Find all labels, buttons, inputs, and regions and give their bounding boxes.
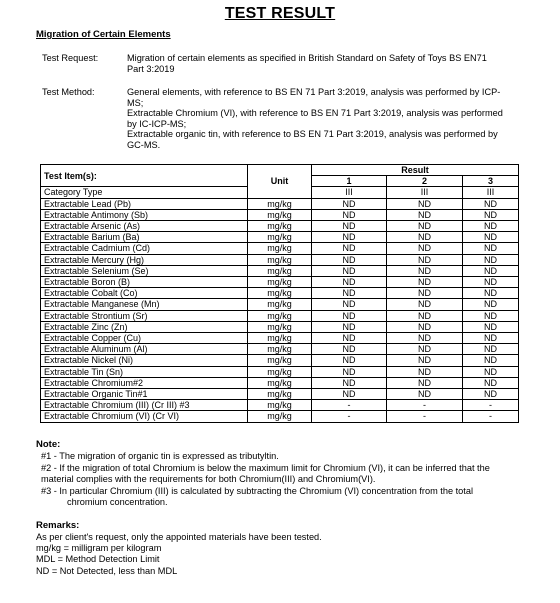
result-2-cell: - bbox=[387, 400, 463, 411]
test-item-cell: Extractable Organic Tin#1 bbox=[41, 389, 248, 400]
category-value-3: III bbox=[463, 187, 519, 198]
result-2-cell: - bbox=[387, 411, 463, 422]
test-method-line: MS; bbox=[127, 97, 144, 108]
unit-cell: mg/kg bbox=[248, 288, 312, 299]
category-value-1: III bbox=[312, 187, 387, 198]
result-2-cell: ND bbox=[387, 389, 463, 400]
remark-line: ND = Not Detected, less than MDL bbox=[36, 565, 178, 576]
category-label: Category Type bbox=[41, 187, 248, 198]
result-2-cell: ND bbox=[387, 299, 463, 310]
result-2-cell: ND bbox=[387, 254, 463, 265]
header-unit: Unit bbox=[248, 165, 312, 199]
test-request-line: Migration of certain elements as specified in British Standard on Safety of Toys BS EN71 bbox=[127, 53, 487, 63]
test-method-text bbox=[127, 87, 532, 151]
test-method-line: by IC-ICP-MS; bbox=[127, 118, 187, 129]
result-2-cell: ND bbox=[387, 355, 463, 366]
table-row bbox=[41, 400, 519, 411]
result-3-cell: ND bbox=[463, 299, 519, 310]
table-row bbox=[41, 254, 519, 265]
result-2-cell: ND bbox=[387, 288, 463, 299]
result-2-cell: ND bbox=[387, 321, 463, 332]
unit-cell: mg/kg bbox=[248, 321, 312, 332]
test-item-cell: Extractable Aluminum (Al) bbox=[41, 344, 248, 355]
table-row bbox=[41, 198, 519, 209]
result-3-cell: ND bbox=[463, 366, 519, 377]
result-1-cell: ND bbox=[312, 209, 387, 220]
section-title: Migration of Certain Elements bbox=[36, 29, 171, 40]
result-col-2: 2 bbox=[387, 176, 463, 187]
remarks-heading: Remarks: bbox=[36, 520, 80, 531]
test-method-line: General elements, with reference to BS EN 71 Part 3:2019, analysis was performed by ICP- bbox=[127, 87, 501, 97]
header-result: Result bbox=[312, 165, 519, 176]
remark-line: mg/kg = milligram per kilogram bbox=[36, 543, 162, 554]
table-row bbox=[41, 333, 519, 344]
result-1-cell: ND bbox=[312, 333, 387, 344]
table-row bbox=[41, 243, 519, 254]
table-row bbox=[41, 411, 519, 422]
result-1-cell: ND bbox=[312, 277, 387, 288]
test-item-cell: Extractable Barium (Ba) bbox=[41, 232, 248, 243]
result-1-cell: ND bbox=[312, 310, 387, 321]
result-2-cell: ND bbox=[387, 232, 463, 243]
result-1-cell: ND bbox=[312, 221, 387, 232]
header-test-items: Test Item(s): bbox=[41, 165, 248, 187]
result-3-cell: ND bbox=[463, 321, 519, 332]
result-3-cell: ND bbox=[463, 232, 519, 243]
result-3-cell: ND bbox=[463, 310, 519, 321]
test-item-cell: Extractable Cadmium (Cd) bbox=[41, 243, 248, 254]
test-item-cell: Extractable Copper (Cu) bbox=[41, 333, 248, 344]
note-list bbox=[41, 451, 541, 509]
test-item-cell: Extractable Mercury (Hg) bbox=[41, 254, 248, 265]
test-item-cell: Extractable Cobalt (Co) bbox=[41, 288, 248, 299]
result-1-cell: ND bbox=[312, 265, 387, 276]
test-item-cell: Extractable Selenium (Se) bbox=[41, 265, 248, 276]
category-value-2: III bbox=[387, 187, 463, 198]
result-1-cell: ND bbox=[312, 366, 387, 377]
unit-cell: mg/kg bbox=[248, 377, 312, 388]
test-item-cell: Extractable Lead (Pb) bbox=[41, 198, 248, 209]
result-3-cell: ND bbox=[463, 198, 519, 209]
test-item-cell: Extractable Manganese (Mn) bbox=[41, 299, 248, 310]
unit-cell: mg/kg bbox=[248, 366, 312, 377]
unit-cell: mg/kg bbox=[248, 400, 312, 411]
result-1-cell: ND bbox=[312, 321, 387, 332]
test-method-line: Extractable Chromium (VI), with reference to BS EN 71 Part 3:2019, analysis was performed bbox=[127, 108, 503, 119]
result-3-cell: ND bbox=[463, 288, 519, 299]
note-line: chromium concentration. bbox=[67, 497, 168, 508]
table-row bbox=[41, 288, 519, 299]
table-row bbox=[41, 355, 519, 366]
result-2-cell: ND bbox=[387, 377, 463, 388]
result-3-cell: ND bbox=[463, 355, 519, 366]
unit-cell: mg/kg bbox=[248, 299, 312, 310]
result-1-cell: - bbox=[312, 400, 387, 411]
test-item-cell: Extractable Nickel (Ni) bbox=[41, 355, 248, 366]
result-1-cell: ND bbox=[312, 198, 387, 209]
table-row bbox=[41, 265, 519, 276]
result-1-cell: ND bbox=[312, 254, 387, 265]
test-item-cell: Extractable Zinc (Zn) bbox=[41, 321, 248, 332]
test-request-line: Part 3:2019 bbox=[127, 63, 175, 74]
test-item-cell: Extractable Chromium (III) (Cr III) #3 bbox=[41, 400, 248, 411]
results-table bbox=[40, 164, 519, 423]
result-2-cell: ND bbox=[387, 344, 463, 355]
result-3-cell: ND bbox=[463, 377, 519, 388]
result-2-cell: ND bbox=[387, 243, 463, 254]
unit-cell: mg/kg bbox=[248, 411, 312, 422]
unit-cell: mg/kg bbox=[248, 310, 312, 321]
test-item-cell: Extractable Chromium#2 bbox=[41, 377, 248, 388]
unit-cell: mg/kg bbox=[248, 344, 312, 355]
result-1-cell: ND bbox=[312, 389, 387, 400]
result-2-cell: ND bbox=[387, 209, 463, 220]
table-row bbox=[41, 377, 519, 388]
result-2-cell: ND bbox=[387, 366, 463, 377]
unit-cell: mg/kg bbox=[248, 333, 312, 344]
result-1-cell: ND bbox=[312, 288, 387, 299]
table-row bbox=[41, 221, 519, 232]
result-3-cell: ND bbox=[463, 243, 519, 254]
note-line: #2 - If the migration of total Chromium is below the maximum limit for Chromium (VI), it can be inferred that the bbox=[41, 462, 490, 473]
unit-cell: mg/kg bbox=[248, 232, 312, 243]
result-3-cell: ND bbox=[463, 221, 519, 232]
unit-cell: mg/kg bbox=[248, 355, 312, 366]
unit-cell: mg/kg bbox=[248, 209, 312, 220]
result-3-cell: ND bbox=[463, 254, 519, 265]
result-col-1: 1 bbox=[312, 176, 387, 187]
unit-cell: mg/kg bbox=[248, 198, 312, 209]
unit-cell: mg/kg bbox=[248, 243, 312, 254]
result-2-cell: ND bbox=[387, 333, 463, 344]
result-3-cell: ND bbox=[463, 333, 519, 344]
test-request-label: Test Request: bbox=[42, 53, 99, 63]
result-1-cell: ND bbox=[312, 243, 387, 254]
table-row bbox=[41, 299, 519, 310]
result-1-cell: ND bbox=[312, 377, 387, 388]
test-method-line: GC-MS. bbox=[127, 139, 161, 150]
result-3-cell: ND bbox=[463, 389, 519, 400]
test-request-text bbox=[127, 53, 532, 74]
table-row bbox=[41, 366, 519, 377]
table-row bbox=[41, 277, 519, 288]
result-1-cell: ND bbox=[312, 344, 387, 355]
unit-cell: mg/kg bbox=[248, 221, 312, 232]
test-item-cell: Extractable Boron (B) bbox=[41, 277, 248, 288]
note-heading: Note: bbox=[36, 439, 61, 450]
result-2-cell: ND bbox=[387, 310, 463, 321]
test-item-cell: Extractable Chromium (VI) (Cr VI) bbox=[41, 411, 248, 422]
test-item-cell: Extractable Arsenic (As) bbox=[41, 221, 248, 232]
result-3-cell: ND bbox=[463, 209, 519, 220]
result-3-cell: ND bbox=[463, 344, 519, 355]
result-col-3: 3 bbox=[463, 176, 519, 187]
result-3-cell: ND bbox=[463, 265, 519, 276]
test-item-cell: Extractable Strontium (Sr) bbox=[41, 310, 248, 321]
table-row bbox=[41, 310, 519, 321]
result-2-cell: ND bbox=[387, 221, 463, 232]
result-3-cell: - bbox=[463, 400, 519, 411]
test-item-cell: Extractable Tin (Sn) bbox=[41, 366, 248, 377]
result-2-cell: ND bbox=[387, 265, 463, 276]
unit-cell: mg/kg bbox=[248, 277, 312, 288]
table-row bbox=[41, 209, 519, 220]
note-line: material complies with the requirements for both Chromium(III) and Chromium(VI). bbox=[41, 474, 376, 485]
table-row bbox=[41, 321, 519, 332]
result-2-cell: ND bbox=[387, 277, 463, 288]
table-row bbox=[41, 344, 519, 355]
unit-cell: mg/kg bbox=[248, 389, 312, 400]
test-item-cell: Extractable Antimony (Sb) bbox=[41, 209, 248, 220]
unit-cell: mg/kg bbox=[248, 265, 312, 276]
result-1-cell: ND bbox=[312, 355, 387, 366]
result-1-cell: ND bbox=[312, 232, 387, 243]
test-method-line: Extractable organic tin, with reference to BS EN 71 Part 3:2019, analysis was performed by bbox=[127, 129, 498, 140]
remark-line: As per client's request, only the appointed materials have been tested. bbox=[36, 532, 322, 542]
remarks-list bbox=[36, 532, 322, 577]
remark-line: MDL = Method Detection Limit bbox=[36, 554, 160, 565]
unit-cell: mg/kg bbox=[248, 254, 312, 265]
note-line: #1 - The migration of organic tin is expressed as tributyltin. bbox=[41, 451, 279, 461]
result-1-cell: ND bbox=[312, 299, 387, 310]
table-row bbox=[41, 389, 519, 400]
note-line: #3 - In particular Chromium (III) is calculated by subtracting the Chromium (VI) concentration from the total bbox=[41, 485, 473, 496]
table-row bbox=[41, 232, 519, 243]
result-1-cell: - bbox=[312, 411, 387, 422]
result-3-cell: - bbox=[463, 411, 519, 422]
result-3-cell: ND bbox=[463, 277, 519, 288]
result-2-cell: ND bbox=[387, 198, 463, 209]
test-method-label: Test Method: bbox=[42, 87, 95, 97]
page-title: TEST RESULT bbox=[224, 5, 336, 22]
